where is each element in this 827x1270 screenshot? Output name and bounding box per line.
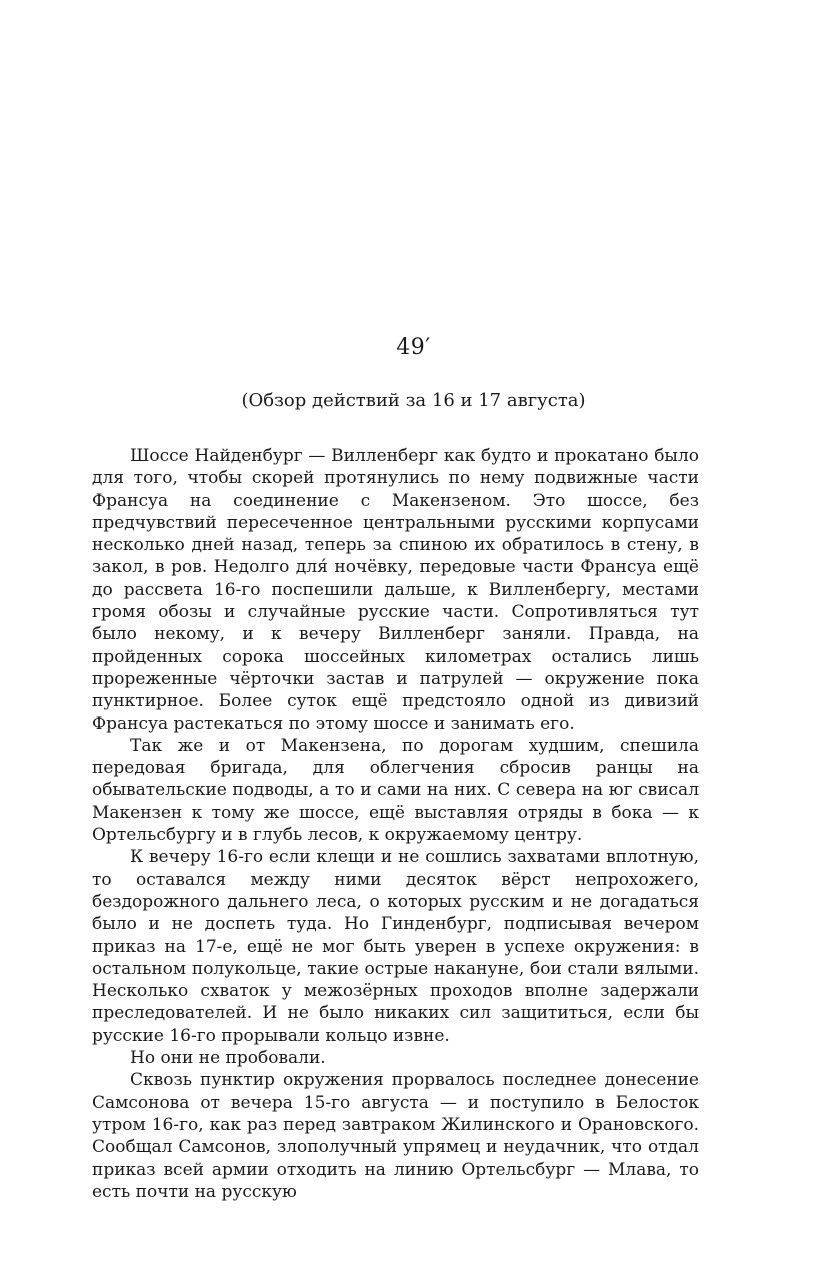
chapter-number: 49′: [396, 335, 431, 360]
paragraph: Но они не пробовали.: [130, 1048, 326, 1069]
paragraph: Так же и от Макензена, по дорогам худшим, спешила передовая бригада, для облегчения сбросив ранцы на обывательские подводы, а то и сами на них. С севера на юг свисал Макензен к тому же шоссе, ещё выставляя отряды в бока — к Ортельсбургу и в глубь лесов, к окружаемому центру.: [92, 735, 699, 846]
chapter-subtitle: (Обзор действий за 16 и 17 августа): [241, 390, 586, 411]
paragraph: Шоссе Найденбург — Вилленберг как будто и прокатано было для того, чтобы скорей протянулись по нему подвижные части Франсуа на соединение с Макензеном. Это шоссе, без предчувствий пересеченное центральными русскими корпусами несколько дней назад, теперь за спиною их обратилось в стену, в закол, в ров. Недолго для́ ночёвку, передовые части Франсуа ещё до рассвета 16-го поспешили дальше, к Вилленбергу, местами громя обозы и случайные русские части. Сопротивляться тут было некому, и к вечеру Вилленберг заняли. Правда, на пройденных сорока шоссейных километрах остались лишь прореженные чёрточки застав и патрулей — окружение пока пунктирное. Более суток ещё предстояло одной из дивизий Франсуа растекаться по этому шоссе и занимать его.: [92, 446, 699, 734]
paragraph: К вечеру 16-го если клещи и не сошлись захватами вплотную, то оставался между ними десяток вёрст непрохожего, бездорожного дальнего леса, о которых русским и не догадаться было и не доспеть туда. Но Гинденбург, подписывая вечером приказ на 17-е, ещё не мог быть уверен в успехе окружения: в остальном полукольце, такие острые накануне, бои стали вялыми. Несколько схваток у межозёрных проходов вполне задержали преследователей. И не было никаких сил защититься, если бы русские 16-го прорывали кольцо извне.: [92, 847, 699, 1046]
body-text: [92, 445, 699, 1203]
paragraph: Сквозь пунктир окружения прорвалось последнее донесение Самсонова от вечера 15-го августа — и поступило в Белосток утром 16-го, как раз перед завтраком Жилинского и Орановского. Сообщал Самсонов, злополучный упрямец и неудачник, что отдал приказ всей армии отходить на линию Ортельсбург — Млава, то есть почти на русскую: [92, 1070, 699, 1202]
